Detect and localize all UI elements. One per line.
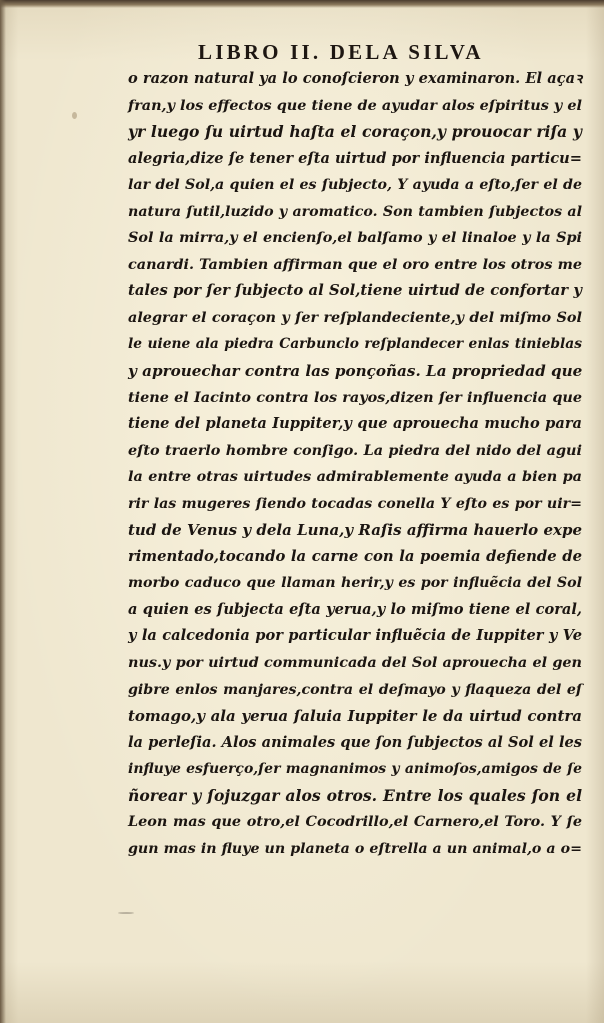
text-line: influye esfuerço,ſer magnanimos y animoſos,amigos de ſe — [128, 761, 582, 778]
text-line: nus.y por uirtud communicada del Sol aprouecha el gen — [128, 654, 582, 672]
text-line: gibre enlos manjares,contra el deſmayo y flaqueza del eſ — [128, 681, 582, 698]
text-line: rir las mugeres ſiendo tocadas conella Y eſto es por uir= — [128, 495, 582, 512]
page-gutter-shadow — [0, 0, 6, 1023]
text-line: y la calcedonia por particular influẽcia de Iuppiter y Ve — [128, 627, 582, 645]
text-line: gun mas in fluye un planeta o eſtrella a un animal,o a o= — [128, 840, 582, 857]
running-head: LIBRO II. DELA SILVA — [198, 40, 484, 64]
body-text — [128, 66, 582, 862]
page-top-edge — [0, 0, 604, 8]
text-line: o razon natural ya lo conoſcieron y examinaron. El açaꝛ — [128, 70, 582, 87]
text-line: tiene del planeta Iuppiter,y que aprouecha mucho para — [128, 415, 582, 433]
text-line: ñorear y ſojuzgar alos otros. Entre los quales ſon el — [128, 785, 582, 805]
text-line: alegrar el coraçon y ſer reſplandeciente,y del miſmo Sol — [128, 308, 582, 326]
text-line: canardi. Tambien affirman que el oro entre los otros me — [128, 255, 582, 273]
text-line: a quien es ſubjecta eſta yerua,y lo miſmo tiene el coral, — [128, 600, 582, 618]
text-line: tud de Venus y dela Luna,y Raſis affirma hauerlo expe — [128, 521, 582, 540]
text-line: eſto traerlo hombre conſigo. La piedra del nido del agui — [128, 441, 582, 459]
text-line: la perleſia. Alos animales que ſon ſubjectos al Sol el les — [128, 733, 582, 751]
text-line: Sol la mirra,y el encienſo,el balſamo y el linaloe y la Spi — [128, 229, 582, 247]
text-line: y aprouechar contra las ponçoñas. La propriedad que — [128, 362, 583, 381]
text-line: la entre otras uirtudes admirablemente ayuda a bien pa — [128, 468, 582, 486]
text-line: alegria,dize ſe tener eſta uirtud por influencia particu= — [128, 149, 582, 167]
text-line: yr luego ſu uirtud haſta el coraçon,y prouocar riſa y — [128, 122, 582, 142]
text-line: fran,y los effectos que tiene de ayudar alos eſpiritus y el — [128, 96, 582, 114]
text-line: rimentado,tocando la carne con la poemia defiende de — [128, 547, 582, 565]
text-line: natura ſutil,luzido y aromatico. Son tambien ſubjectos al — [128, 203, 582, 220]
text-line: lar del Sol,a quien el es ſubjecto, Y ayuda a eſto,ſer el de — [128, 177, 582, 194]
text-line: tomago,y ala yerua ſaluia Iuppiter le da uirtud contra — [128, 707, 582, 726]
ink-spot — [72, 112, 77, 119]
text-line: tales por ſer ſubjecto al Sol,tiene uirtud de confortar y — [128, 282, 582, 300]
text-line: le uiene ala piedra Carbunclo reſplandecer enlas tinieblas — [128, 336, 582, 353]
text-line: tiene el Iacinto contra los rayos,dizen ſer influencia que — [128, 388, 582, 406]
ink-mark — [118, 912, 134, 914]
text-line: morbo caduco que llaman herir,y es por influẽcia del Sol — [128, 575, 582, 592]
text-line: Leon mas que otro,el Cocodrillo,el Carnero,el Toro. Y ſe — [128, 813, 582, 831]
